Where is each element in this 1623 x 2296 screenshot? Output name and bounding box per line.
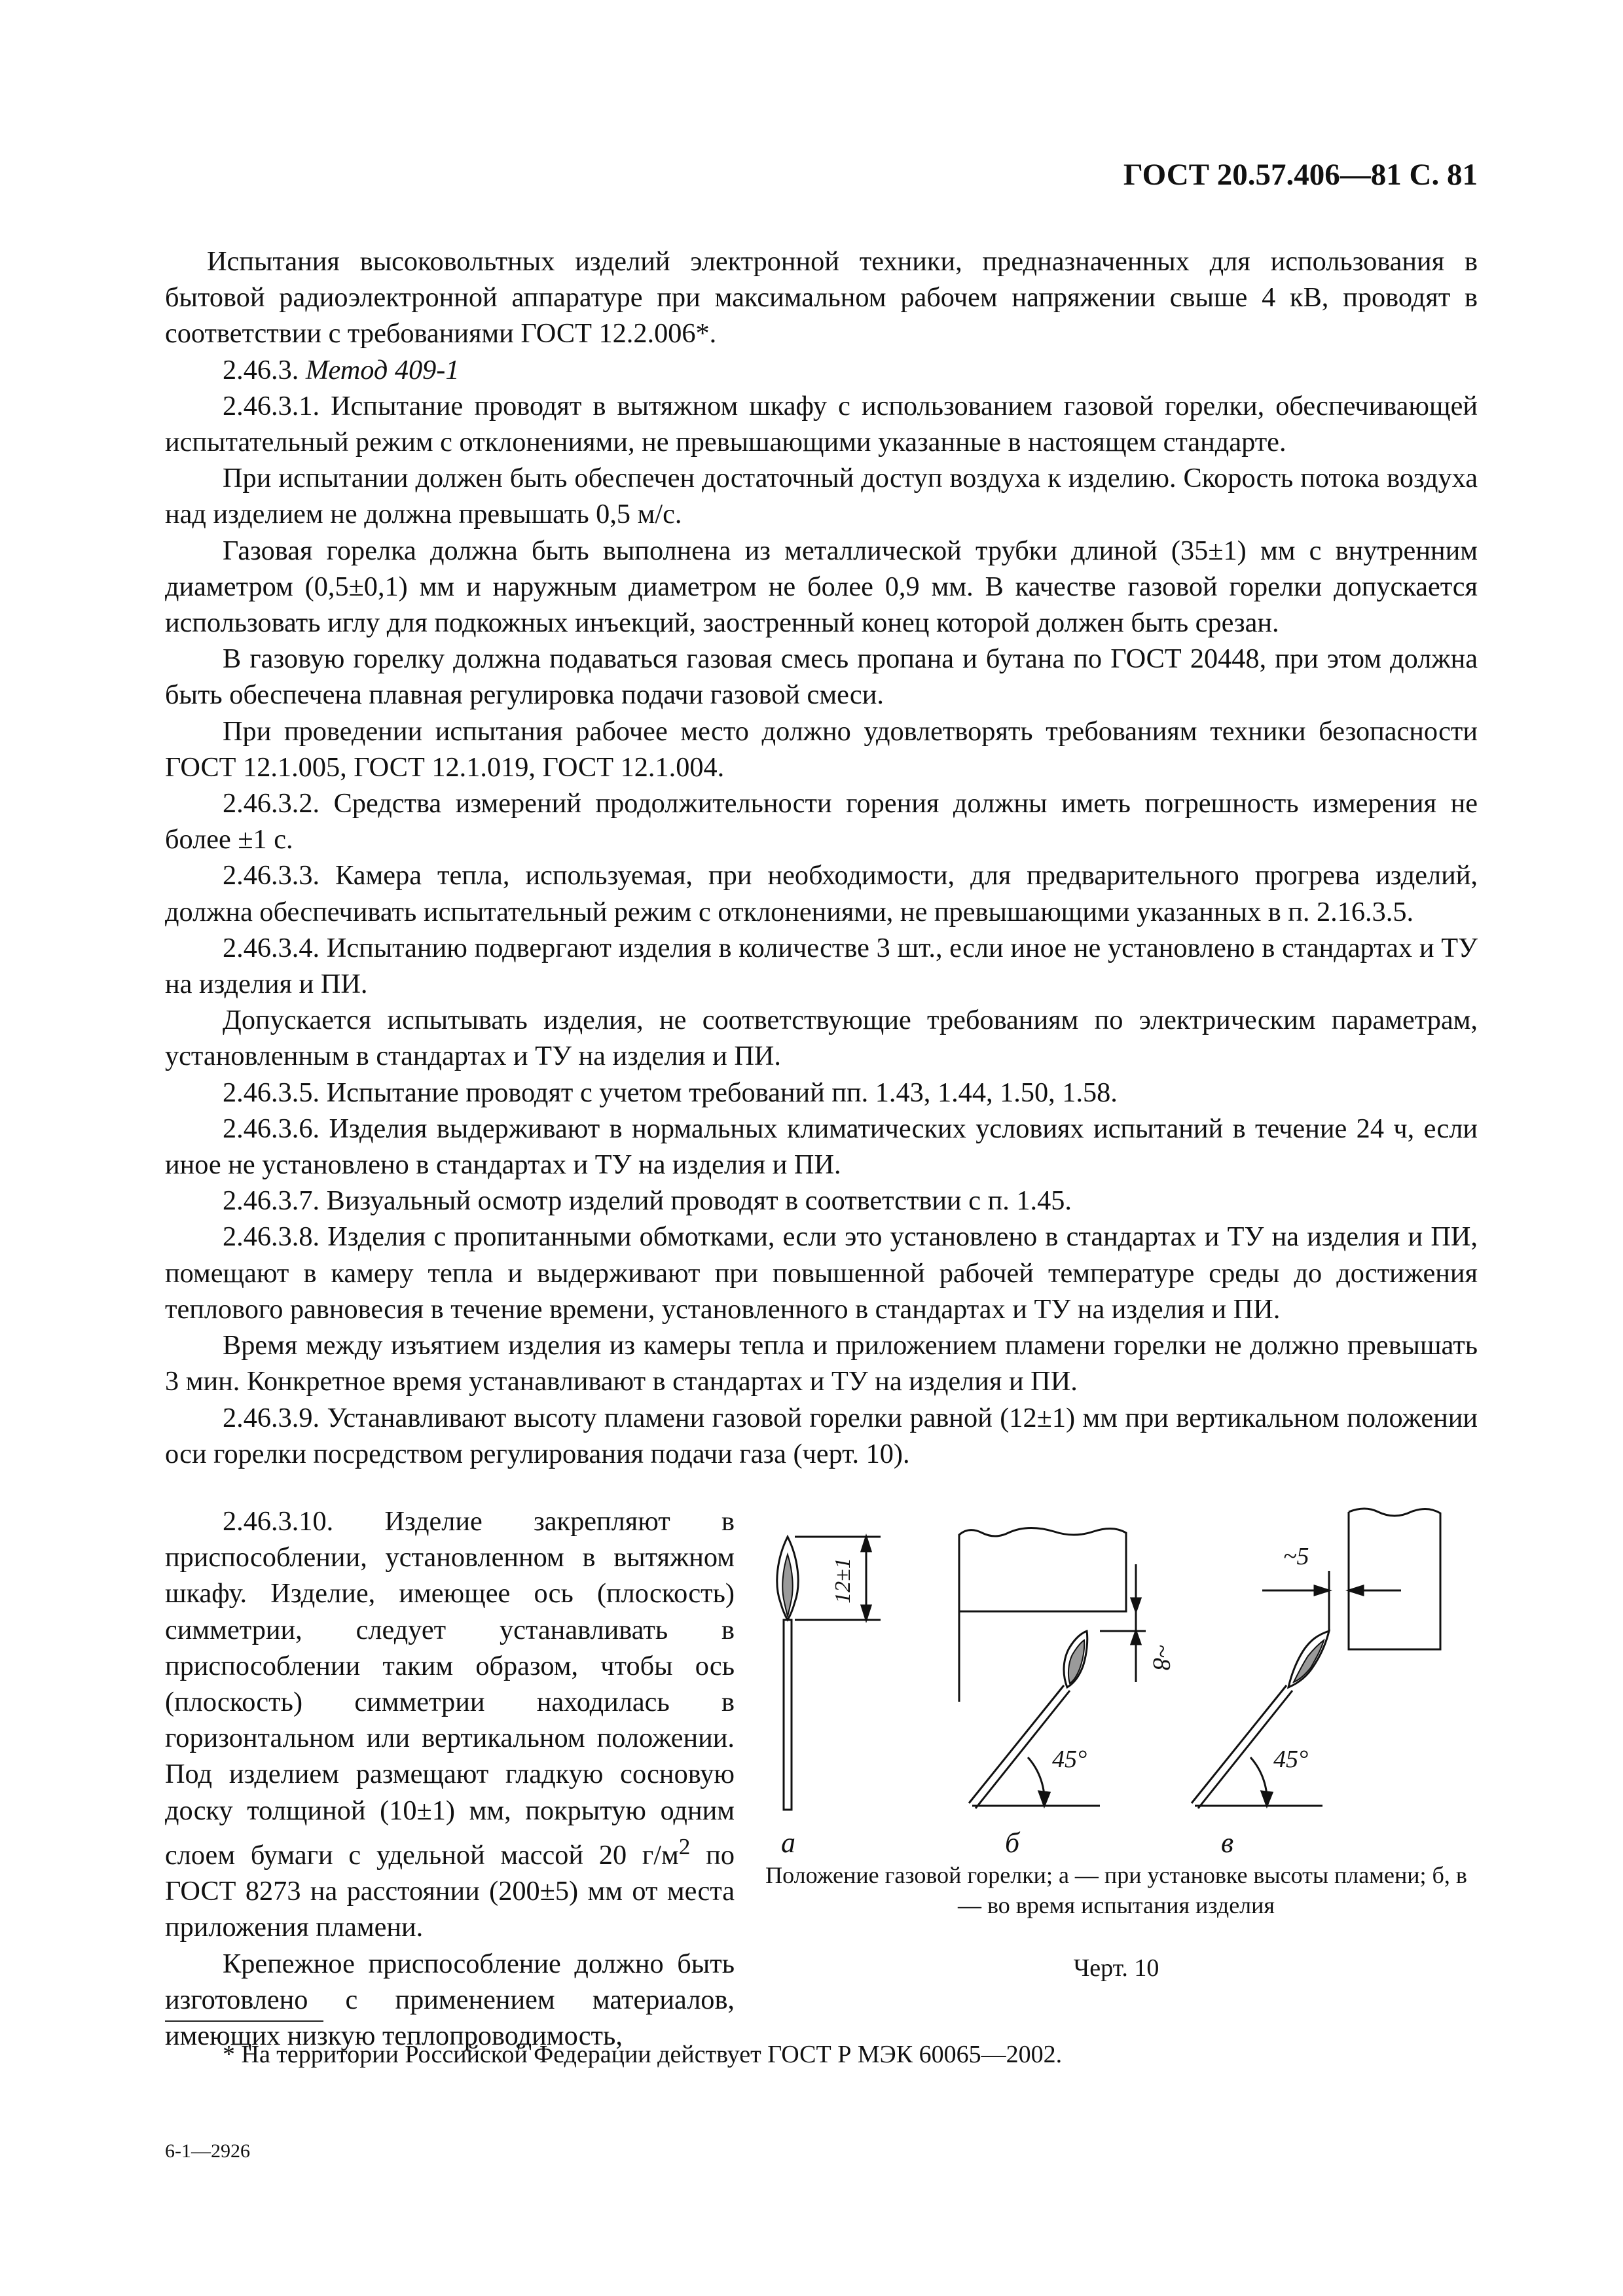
print-code: 6-1—2926 (165, 2140, 250, 2162)
paragraph: 2.46.3.8. Изделия с пропитанными обмотками, если это установлено в стандартах и ТУ на изделия и ПИ, помещают в камеру тепла и выдерживают при повышенной рабочей температуре среды до достижения теплового равновесия в течение времени, установленного в стандартах и ТУ на изделия и ПИ. (165, 1221, 1478, 1325)
paragraph: При проведении испытания рабочее место должно удовлетворять требованиям техники безопасности ГОСТ 12.1.005, ГОСТ 12.1.019, ГОСТ 12.1.004. (165, 715, 1478, 783)
left-column-text (165, 1503, 735, 2054)
paragraph: Время между изъятием изделия из камеры тепла и приложением пламени горелки не должно превышать 3 мин. Конкретное время устанавливают в стандартах и ТУ на изделия и ПИ. (165, 1330, 1478, 1397)
label-a: а (781, 1827, 795, 1859)
paragraph: 2.46.3.2. Средства измерений продолжительности горения должны иметь погрешность измерения не более ±1 с. (165, 788, 1478, 855)
page-header: ГОСТ 20.57.406—81 С. 81 (1123, 158, 1478, 192)
paragraph: При испытании должен быть обеспечен достаточный доступ воздуха к изделию. Скорость потока воздуха над изделием не должна превышать 0,5 м/с. (165, 463, 1478, 530)
superscript: 2 (678, 1833, 691, 1859)
paragraph: 2.46.3.4. Испытанию подвергают изделия в количестве 3 шт., если иное не установлено в стандартах и ТУ на изделия и ПИ. (165, 932, 1478, 1000)
figure-number: Черт. 10 (1073, 1954, 1159, 1982)
dim-gap: ~8 (1148, 1644, 1175, 1670)
paragraph-text: 2.46.3.10. Изделие закрепляют в приспособлении, установленном в вытяжном шкафу. Изделие, имеющее ось (плоскость) симметрии, следует устанавливать в приспособлении таким образом, чтобы ось (плоскость) симметрии находилась в горизонтальном или вертикальном положении. Под изделием размещают гладкую сосновую доску толщиной (10±1) мм, покрытую одним слоем бумаги с удельной массой 20 г/м (165, 1506, 735, 1871)
paragraph: 2.46.3.1. Испытание проводят в вытяжном шкафу с использованием газовой горелки, обеспечивающей испытательный режим с отклонениями, не превышающими указанные в настоящем стандарте. (165, 390, 1478, 458)
dim-flame-height: 12±1 (831, 1558, 855, 1604)
paragraph: Допускается испытывать изделия, не соответствующие требованиям по электрическим параметрам, установленным в стандартах и ТУ на изделия и ПИ. (165, 1005, 1478, 1072)
paragraph: 2.46.3.9. Устанавливают высоту пламени газовой горелки равной (12±1) мм при вертикальном положении оси горелки посредством регулирования подачи газа (черт. 10). (165, 1402, 1478, 1469)
main-text (165, 243, 1478, 1472)
figure-caption: Положение газовой горелки; а — при установке высоты пламени; б, в — во время испытания изделия (765, 1862, 1467, 1918)
paragraph-text: по ГОСТ 8273 на расстоянии (200±5) мм от места приложения пламени. (165, 1839, 735, 1943)
paragraph: Испытания высоковольтных изделий электронной техники, предназначенных для использования в бытовой радиоэлектронной аппаратуре при максимальном рабочем напряжении свыше 4 кВ, проводят в соответствии с требованиями ГОСТ 12.2.006*. (165, 246, 1478, 350)
burner-c (1192, 1509, 1440, 1808)
paragraph-2-46-3-10 (165, 1503, 735, 1946)
dim-offset: ~5 (1283, 1543, 1309, 1570)
paragraph: Газовая горелка должна быть выполнена из металлической трубки длиной (35±1) мм с внутренним диаметром (0,5±0,1) мм и наружным диаметром не более 0,9 мм. В качестве газовой горелки допускается использовать иглу для подкожных инъекций, заостренный конец которой должен быть срезан. (165, 535, 1478, 639)
paragraph: Крепежное приспособление должно быть изготовлено с применением материалов, имеющих низкую теплопроводимость, (165, 1948, 735, 2051)
burner-a (777, 1537, 881, 1810)
paragraph: 2.46.3.5. Испытание проводят с учетом требований пп. 1.43, 1.44, 1.50, 1.58. (223, 1077, 1118, 1108)
label-b: б (1005, 1827, 1020, 1859)
method-title: Метод 409-1 (305, 354, 460, 386)
method-heading (165, 352, 1478, 388)
footnote: * На территории Российской Федерации действует ГОСТ Р МЭК 60065—2002. (223, 2041, 1063, 2068)
angle-c: 45° (1273, 1746, 1309, 1773)
method-number: 2.46.3. (223, 354, 299, 386)
burner-diagram (746, 1486, 1480, 1865)
paragraph: 2.46.3.3. Камера тепла, используемая, при необходимости, для предварительного прогрева изделий, должна обеспечивать испытательный режим с отклонениями, не превышающими указанных в п. 2.16.3.5. (165, 860, 1478, 927)
footnote-divider (165, 2020, 323, 2022)
label-c: в (1221, 1827, 1234, 1859)
paragraph: В газовую горелку должна подаваться газовая смесь пропана и бутана по ГОСТ 20448, при этом должна быть обеспечена плавная регулировка подачи газовой смеси. (165, 643, 1478, 711)
paragraph: 2.46.3.6. Изделия выдерживают в нормальных климатических условиях испытаний в течение 24 ч, если иное не установлено в стандартах и ТУ на изделия и ПИ. (165, 1113, 1478, 1181)
angle-b: 45° (1052, 1746, 1087, 1773)
paragraph: 2.46.3.7. Визуальный осмотр изделий проводят в соответствии с п. 1.45. (223, 1185, 1072, 1217)
